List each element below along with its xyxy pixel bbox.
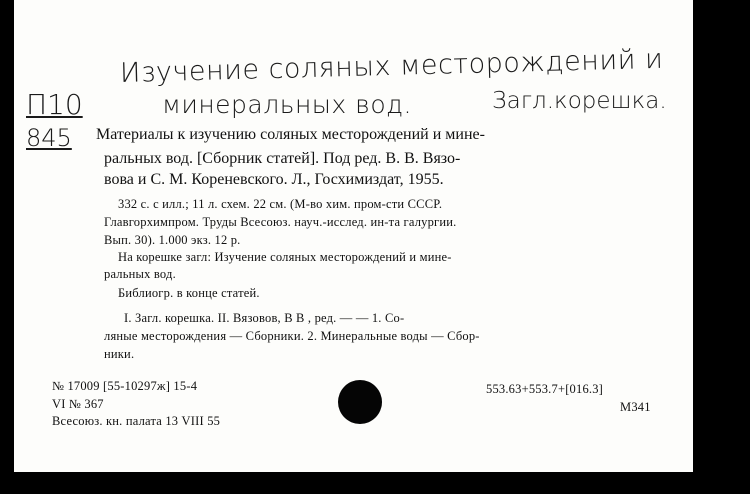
footer-author-sign: M341 — [620, 400, 651, 414]
card-punch-hole — [338, 380, 382, 424]
entry-line-9: Библиогр. в конце статей. — [118, 286, 260, 300]
shelf-mark: П10 — [26, 88, 83, 121]
entry-line-3: вова и С. М. Кореневского. Л., Госхимиздат, 1955. — [104, 171, 444, 188]
entry-line-5: Главгорхимпром. Труды Всесоюз. науч.-исслед. ин-та галургии. — [104, 215, 457, 229]
footer-udc: 553.63+553.7+[016.3] — [486, 382, 604, 396]
entry-line-8: ральных вод. — [104, 267, 176, 281]
footer-chamber: Всесоюз. кн. палата 13 VIII 55 — [52, 414, 221, 428]
entry-line-4: 332 с. с илл.; 11 л. схем. 22 см. (М-во хим. пром-сти СССР. — [118, 197, 443, 211]
entry-line-2: ральных вод. [Сборник статей]. Под ред. В. В. Вязо- — [104, 150, 461, 167]
handwritten-title-line1: Изучение соляных месторождений и — [119, 43, 664, 89]
entry-line-1: Материалы к изучению соляных месторождений и мине- — [96, 126, 485, 143]
footer-record-number: № 17009 [55-10297ж] 15-4 — [52, 379, 198, 393]
handwritten-title-line2: минеральных вод. — [162, 90, 412, 119]
entry-line-10: I. Загл. корешка. II. Вязовов, В В , ред. — — 1. Со- — [124, 311, 405, 325]
entry-line-7: На корешке загл: Изучение соляных месторождений и мине- — [118, 250, 452, 264]
shelf-number: 845 — [26, 124, 72, 152]
entry-line-12: ники. — [104, 347, 135, 361]
handwritten-spine-note: Загл.корешка. — [492, 88, 667, 114]
catalog-card — [14, 0, 693, 472]
entry-line-6: Вып. 30). 1.000 экз. 12 р. — [104, 233, 241, 247]
entry-line-11: ляные месторождения — Сборники. 2. Минеральные воды — Сбор- — [104, 329, 480, 343]
footer-volume: VI № 367 — [52, 397, 104, 411]
